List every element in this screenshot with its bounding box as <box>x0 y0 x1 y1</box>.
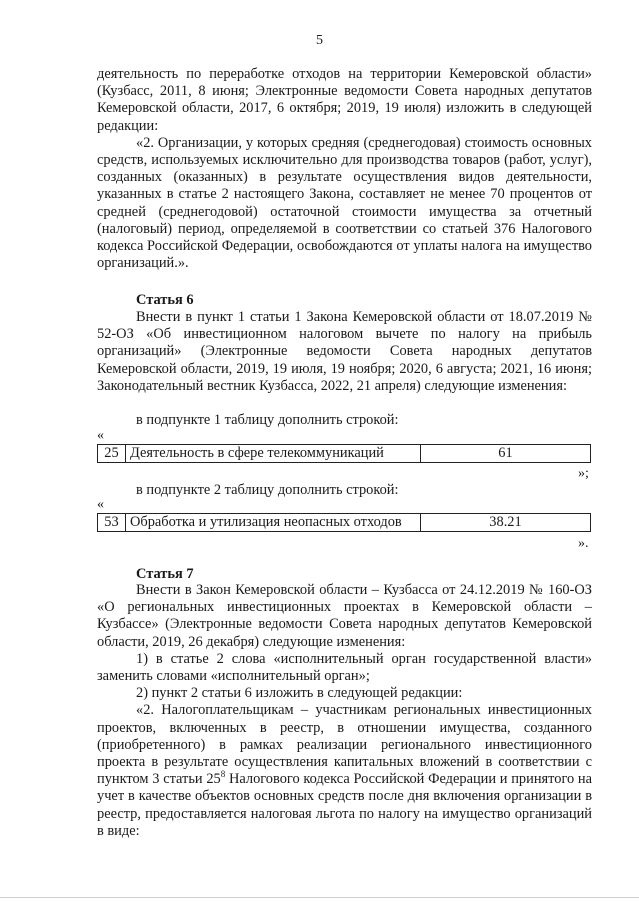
article-6-sub2: в подпункте 2 таблицу дополнить строкой: <box>136 482 399 498</box>
article-6-sub1: в подпункте 1 таблицу дополнить строкой: <box>136 412 399 428</box>
article-7-item-1: 1) в статье 2 слова «исполнительный орган государственной власти» заменить словами «исполнительный орган»; <box>97 650 592 685</box>
item-3-superscript: 8 <box>220 769 226 780</box>
row-activity: Деятельность в сфере телекоммуникаций <box>126 445 421 463</box>
close-quote-2: ». <box>578 536 589 551</box>
item-3-text-a: «2. Налогоплательщикам – участникам региональных инвестиционных проектов, включенных в реестр, в отношении имущества, созданного (приобретенного) в рамках реализации регионального инвестиционного проекта в результате осуществления капитальных вложений в соответствии с пунктом 3 статьи 25 <box>97 702 592 788</box>
close-quote-1: »; <box>578 466 589 481</box>
page-bottom-edge <box>0 897 639 898</box>
row-number: 25 <box>98 445 126 463</box>
article-7-item-2: 2) пункт 2 статьи 6 изложить в следующей редакции: <box>136 685 463 702</box>
row-code: 38.21 <box>421 514 591 532</box>
article-6-heading: Статья 6 <box>136 292 194 308</box>
table-row-53 <box>97 513 591 532</box>
intro-paragraph-1: деятельность по переработке отходов на территории Кемеровской области» (Кузбасс, 2011, 8 июня; Электронные ведомости Совета народных депутатов Кемеровской области, 2017, 6 октября; 2019, 19 июля) изложить в следующей редакции: <box>97 66 592 134</box>
article-7-block <box>97 582 592 840</box>
article-6-text: Внести в пункт 1 статьи 1 Закона Кемеровской области от 18.07.2019 № 52-ОЗ «Об инвестиционном налоговом вычете по налогу на прибыль организаций» (Электронные ведомости Совета народных депутатов Кемеровской области, 2019, 19 июля, 19 ноября; 2020, 6 августа; 2021, 16 июня; Законодательный вестник Кузбасса, 2022, 21 апреля) следующие изменения: <box>97 309 592 394</box>
table-row-25 <box>97 444 591 463</box>
row-number: 53 <box>98 514 126 532</box>
page-number: 5 <box>316 33 323 48</box>
article-7-item-3 <box>97 702 592 840</box>
item-3-text-b: Налогового кодекса Российской Федерации и принятого на учет в качестве объектов основных средств после дня включения организации в реестр, предоставляется налоговая льгота по налогу на имущество организаций в виде: <box>97 771 593 839</box>
row-activity: Обработка и утилизация неопасных отходов <box>126 514 421 532</box>
row-code: 61 <box>421 445 591 463</box>
article-6-text-block <box>97 309 592 395</box>
intro-paragraph-2: «2. Организации, у которых средняя (среднегодовая) стоимость основных средств, используемых исключительно для производства товаров (работ, услуг), созданных (оказанных) в результате осуществления видов деятельности, указанных в статье 2 настоящего Закона, составляет не менее 70 процентов от средней (среднегодовой) остаточной стоимости имущества за отчетный (налоговый) период, определяемой в соответствии со статьей 376 Налогового кодекса Российской Федерации, освобождаются от уплаты налога на имущество организаций.». <box>97 134 592 272</box>
open-quote-2: « <box>97 497 104 512</box>
article-7-heading: Статья 7 <box>136 566 194 582</box>
article-7-text: Внести в Закон Кемеровской области – Кузбасса от 24.12.2019 № 160-ОЗ «О региональных инвестиционных проектах в Кемеровской области – Кузбассе» (Электронные ведомости Совета народных депутатов Кемеровской области, 2019, 26 декабря) следующие изменения: <box>97 582 592 650</box>
intro-block <box>97 66 592 272</box>
open-quote-1: « <box>97 428 104 443</box>
